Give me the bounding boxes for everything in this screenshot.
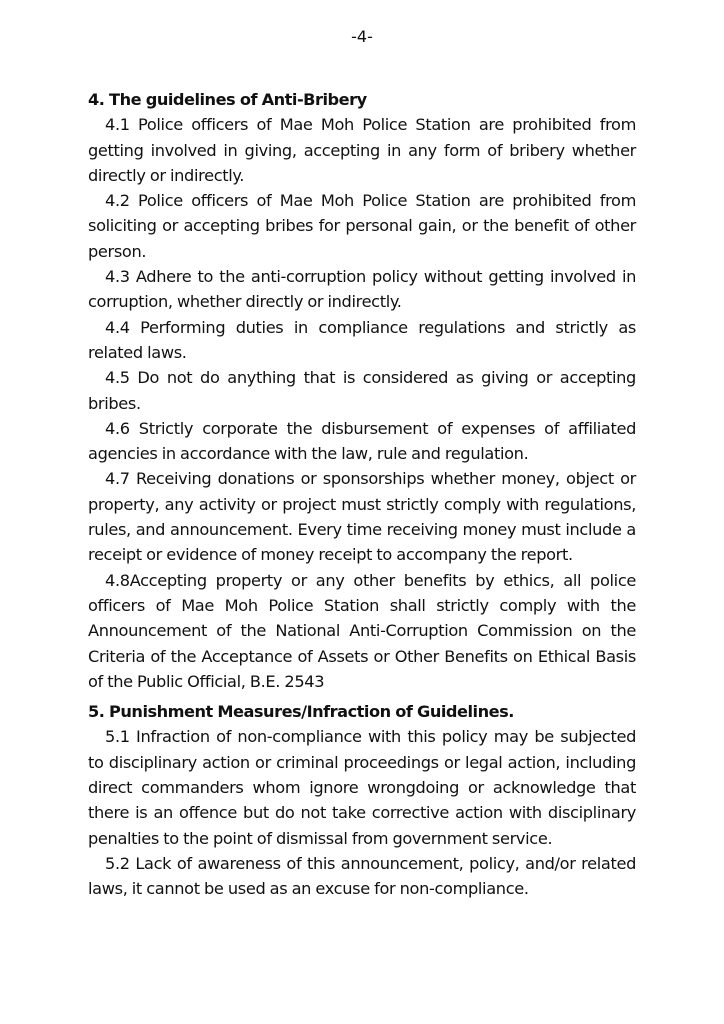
- page-number: -4-: [351, 27, 373, 46]
- clause-4-7: 4.7 Receiving donations or sponsorships whether money, object or property, any activity or project must strictly comply with regulations, rules, and announcement. Every time receiving money must include a receipt or evidence of money receipt to accompany the report.: [88, 469, 636, 565]
- clause-5-2: 5.2 Lack of awareness of this announcement, policy, and/or related laws, it cannot be used as an excuse for non-compliance.: [88, 853, 636, 899]
- clause-4-2: 4.2 Police officers of Mae Moh Police Station are prohibited from soliciting or accepting bribes for personal gain, or the benefit of other person.: [88, 191, 636, 261]
- clause-4-4: 4.4 Performing duties in compliance regulations and strictly as related laws.: [88, 317, 636, 362]
- document-body: [88, 87, 636, 902]
- section-heading: 5. Punishment Measures/Infraction of Guidelines.: [88, 702, 514, 722]
- clause-4-1: 4.1 Police officers of Mae Moh Police Station are prohibited from getting involved in giving, accepting in any form of bribery whether directly or indirectly.: [88, 115, 636, 185]
- clause-4-3: 4.3 Adhere to the anti-corruption policy without getting involved in corruption, whether directly or indirectly.: [88, 267, 636, 312]
- clause-4-8: 4.8Accepting property or any other benefits by ethics, all police officers of Mae Moh Police Station shall strictly comply with the Announcement of the National Anti-Corruption Commission on the Criteria of the Acceptance of Assets or Other Benefits on Ethical Basis of the Public Official, B.E. 2543: [88, 570, 636, 691]
- section-anti-bribery-guidelines: [88, 87, 636, 694]
- clause-4-6: 4.6 Strictly corporate the disbursement of expenses of affiliated agencies in accordance with the law, rule and regulation.: [88, 418, 636, 464]
- section-punishment-measures: [88, 699, 636, 901]
- clause-4-5: 4.5 Do not do anything that is considered as giving or accepting bribes.: [88, 368, 636, 413]
- section-heading: 4. The guidelines of Anti-Bribery: [88, 90, 367, 109]
- clause-5-1: 5.1 Infraction of non-compliance with this policy may be subjected to disciplinary action or criminal proceedings or legal action, including direct commanders whom ignore wrongdoing or acknowledge that there is an offence but do not take corrective action with disciplinary penalties to the point of dismissal from government service.: [88, 727, 636, 848]
